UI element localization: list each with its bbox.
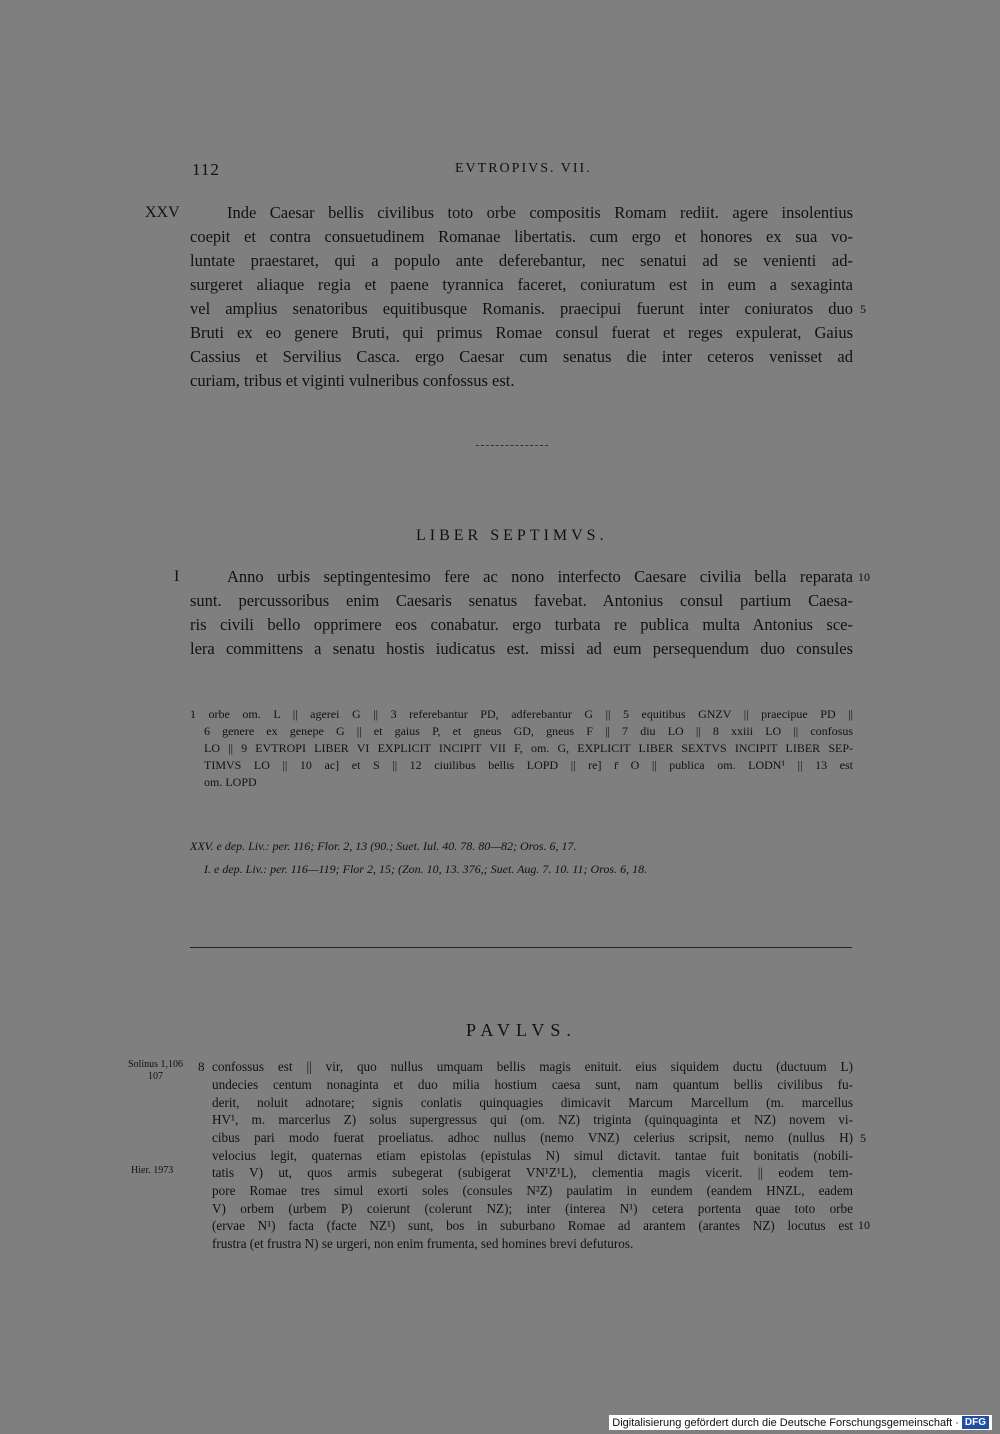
apparatus-line: TIMVS LO || 10 ac] et S || 12 ciuilibus bellis LOPD || re] r̄ O || publica om. LODN¹ || 13 est bbox=[204, 758, 853, 772]
line-marker: 8 bbox=[198, 1059, 205, 1074]
line-number: 10 bbox=[858, 570, 870, 584]
margin-reference: 107 bbox=[148, 1071, 163, 1082]
chapter-marker-xxv: XXV bbox=[145, 204, 180, 221]
text-line: velocius legit, quaternas etiam epistolas (epistulas N) simul dictavit. tantae fuit bonitatis (nobili- bbox=[212, 1148, 853, 1163]
apparatus-line: 6 genere ex genepe G || et gaius P, et gneus GD, gneus F || 7 diu LO || 8 xxiii LO || confosus bbox=[204, 724, 853, 738]
text-line: HV¹, m. marcerlus Z) solus supergressus qui (om. NZ) triginta (quinquaginta et NZ) novem vi- bbox=[212, 1112, 853, 1127]
text-line: confossus est || vir, quo nullus umquam bellis magis enituit. eius siquidem ductu (ductuum L) bbox=[212, 1059, 853, 1074]
text-line: pore Romae tres simul exorti soles (consules N²Z) paulatim in eundem (eandem HNZL, eadem bbox=[212, 1183, 853, 1198]
margin-reference: Solinus 1,106 bbox=[128, 1059, 184, 1070]
text-line: derit, noluit adnotare; signis conlatis quinquagies dimicavit Marcum Marcellum (m. marcellus bbox=[212, 1095, 853, 1110]
text-line: coepit et contra consuetudinem Romanae libertatis. cum ergo et honores ex sua vo- bbox=[190, 227, 853, 246]
text-line: (ervae N¹) facta (facte NZ¹) sunt, bos in suburbano Romae ad arantem (arantes NZ) locutus est bbox=[212, 1218, 853, 1233]
text-line: curiam, tribus et viginti vulneribus confossus est. bbox=[190, 371, 515, 390]
apparatus-line: 1 orbe om. L || agerei G || 3 referebantur PD, adferebantur G || 5 equitibus GNZV || praecipue PD || bbox=[190, 707, 853, 721]
text-line: Anno urbis septingentesimo fere ac nono interfecto Caesare civilia bella reparata bbox=[227, 567, 853, 586]
source-line: I. e dep. Liv.: per. 116—119; Flor 2, 15; (Zon. 10, 13. 376,; Suet. Aug. 7. 10. 11; Oros. 6, 18. bbox=[204, 862, 648, 876]
text-line: Cassius et Servilius Casca. ergo Caesar cum senatus die inter ceteros venisset ad bbox=[190, 347, 853, 366]
text-line: luntate praestaret, qui a populo ante deferebantur, nec senatui ad se venienti ad- bbox=[190, 251, 853, 270]
book-heading: LIBER SEPTIMVS. bbox=[416, 527, 608, 544]
running-title: EVTROPIVS. VII. bbox=[455, 161, 592, 176]
text-line: V) orbem (urbem P) coierunt (colerunt NZ); inter (interea N¹) cetera portenta quae toto orbe bbox=[212, 1201, 853, 1216]
apparatus-line: LO || 9 EVTROPI LIBER VI EXPLICIT INCIPIT VII F, om. G, EXPLICIT LIBER SEXTVS INCIPIT LIBER SEP- bbox=[204, 741, 853, 755]
text-line: lera committens a senatu hostis iudicatus est. missi ad eum persequendum duo consules bbox=[190, 639, 853, 658]
funding-banner[interactable]: Digitalisierung gefördert durch die Deutsche Forschungsgemeinschaft · DFG bbox=[609, 1415, 992, 1430]
page-number: 112 bbox=[192, 160, 220, 179]
text-line: tatis V) ut, quos armis subegerat (subigerat VN¹Z¹L), clementia magis vicerit. || eodem tem- bbox=[212, 1165, 853, 1180]
text-line: undecies centum nonaginta et duo milia hostium caesa sunt, nam quantum bellis civilibus fu- bbox=[212, 1077, 853, 1092]
apparatus-line: om. LOPD bbox=[204, 775, 257, 789]
text-line: frustra (et frustra N) se urgeri, non enim frumenta, sed homines brevi defuturos. bbox=[212, 1236, 634, 1251]
source-line: XXV. e dep. Liv.: per. 116; Flor. 2, 13 (90.; Suet. Iul. 40. 78. 80—82; Oros. 6, 17. bbox=[190, 839, 577, 853]
line-number: 10 bbox=[858, 1218, 870, 1232]
margin-reference: Hier. 1973 bbox=[131, 1165, 174, 1176]
funding-text: Digitalisierung gefördert durch die Deutsche Forschungsgemeinschaft bbox=[612, 1416, 953, 1429]
text-line: vel amplius senatoribus equitibusque Romanis. praecipui fuerunt inter coniuratos duo bbox=[190, 299, 853, 318]
dfg-logo: DFG bbox=[962, 1416, 989, 1429]
ornament-rule bbox=[476, 445, 548, 446]
text-line: Inde Caesar bellis civilibus toto orbe compositis Romam rediit. agere insolentius bbox=[227, 203, 853, 222]
paulus-heading: PAVLVS. bbox=[466, 1020, 577, 1040]
text-line: Bruti ex eo genere Bruti, qui primus Romae consul fuerat et reges expulerat, Gaius bbox=[190, 323, 853, 342]
text-line: ris civili bello opprimere eos conabatur. ergo turbata re publica multa Antonius sce- bbox=[190, 615, 853, 634]
chapter-marker-i: I bbox=[174, 568, 180, 585]
text-line: cibus pari modo fuerat proeliatus. adhoc nullus (nemo VNZ) celerius scripsit, nemo (nullus H) bbox=[212, 1130, 853, 1145]
line-number: 5 bbox=[860, 1131, 866, 1145]
line-number: 5 bbox=[860, 302, 866, 316]
text-line: surgeret aliaque regia et paene tyrannica faceret, coniuratum est in eum a sexaginta bbox=[190, 275, 853, 294]
section-separator bbox=[190, 947, 852, 948]
text-line: sunt. percussoribus enim Caesaris senatus favebat. Antonius consul partium Caesa- bbox=[190, 591, 853, 610]
